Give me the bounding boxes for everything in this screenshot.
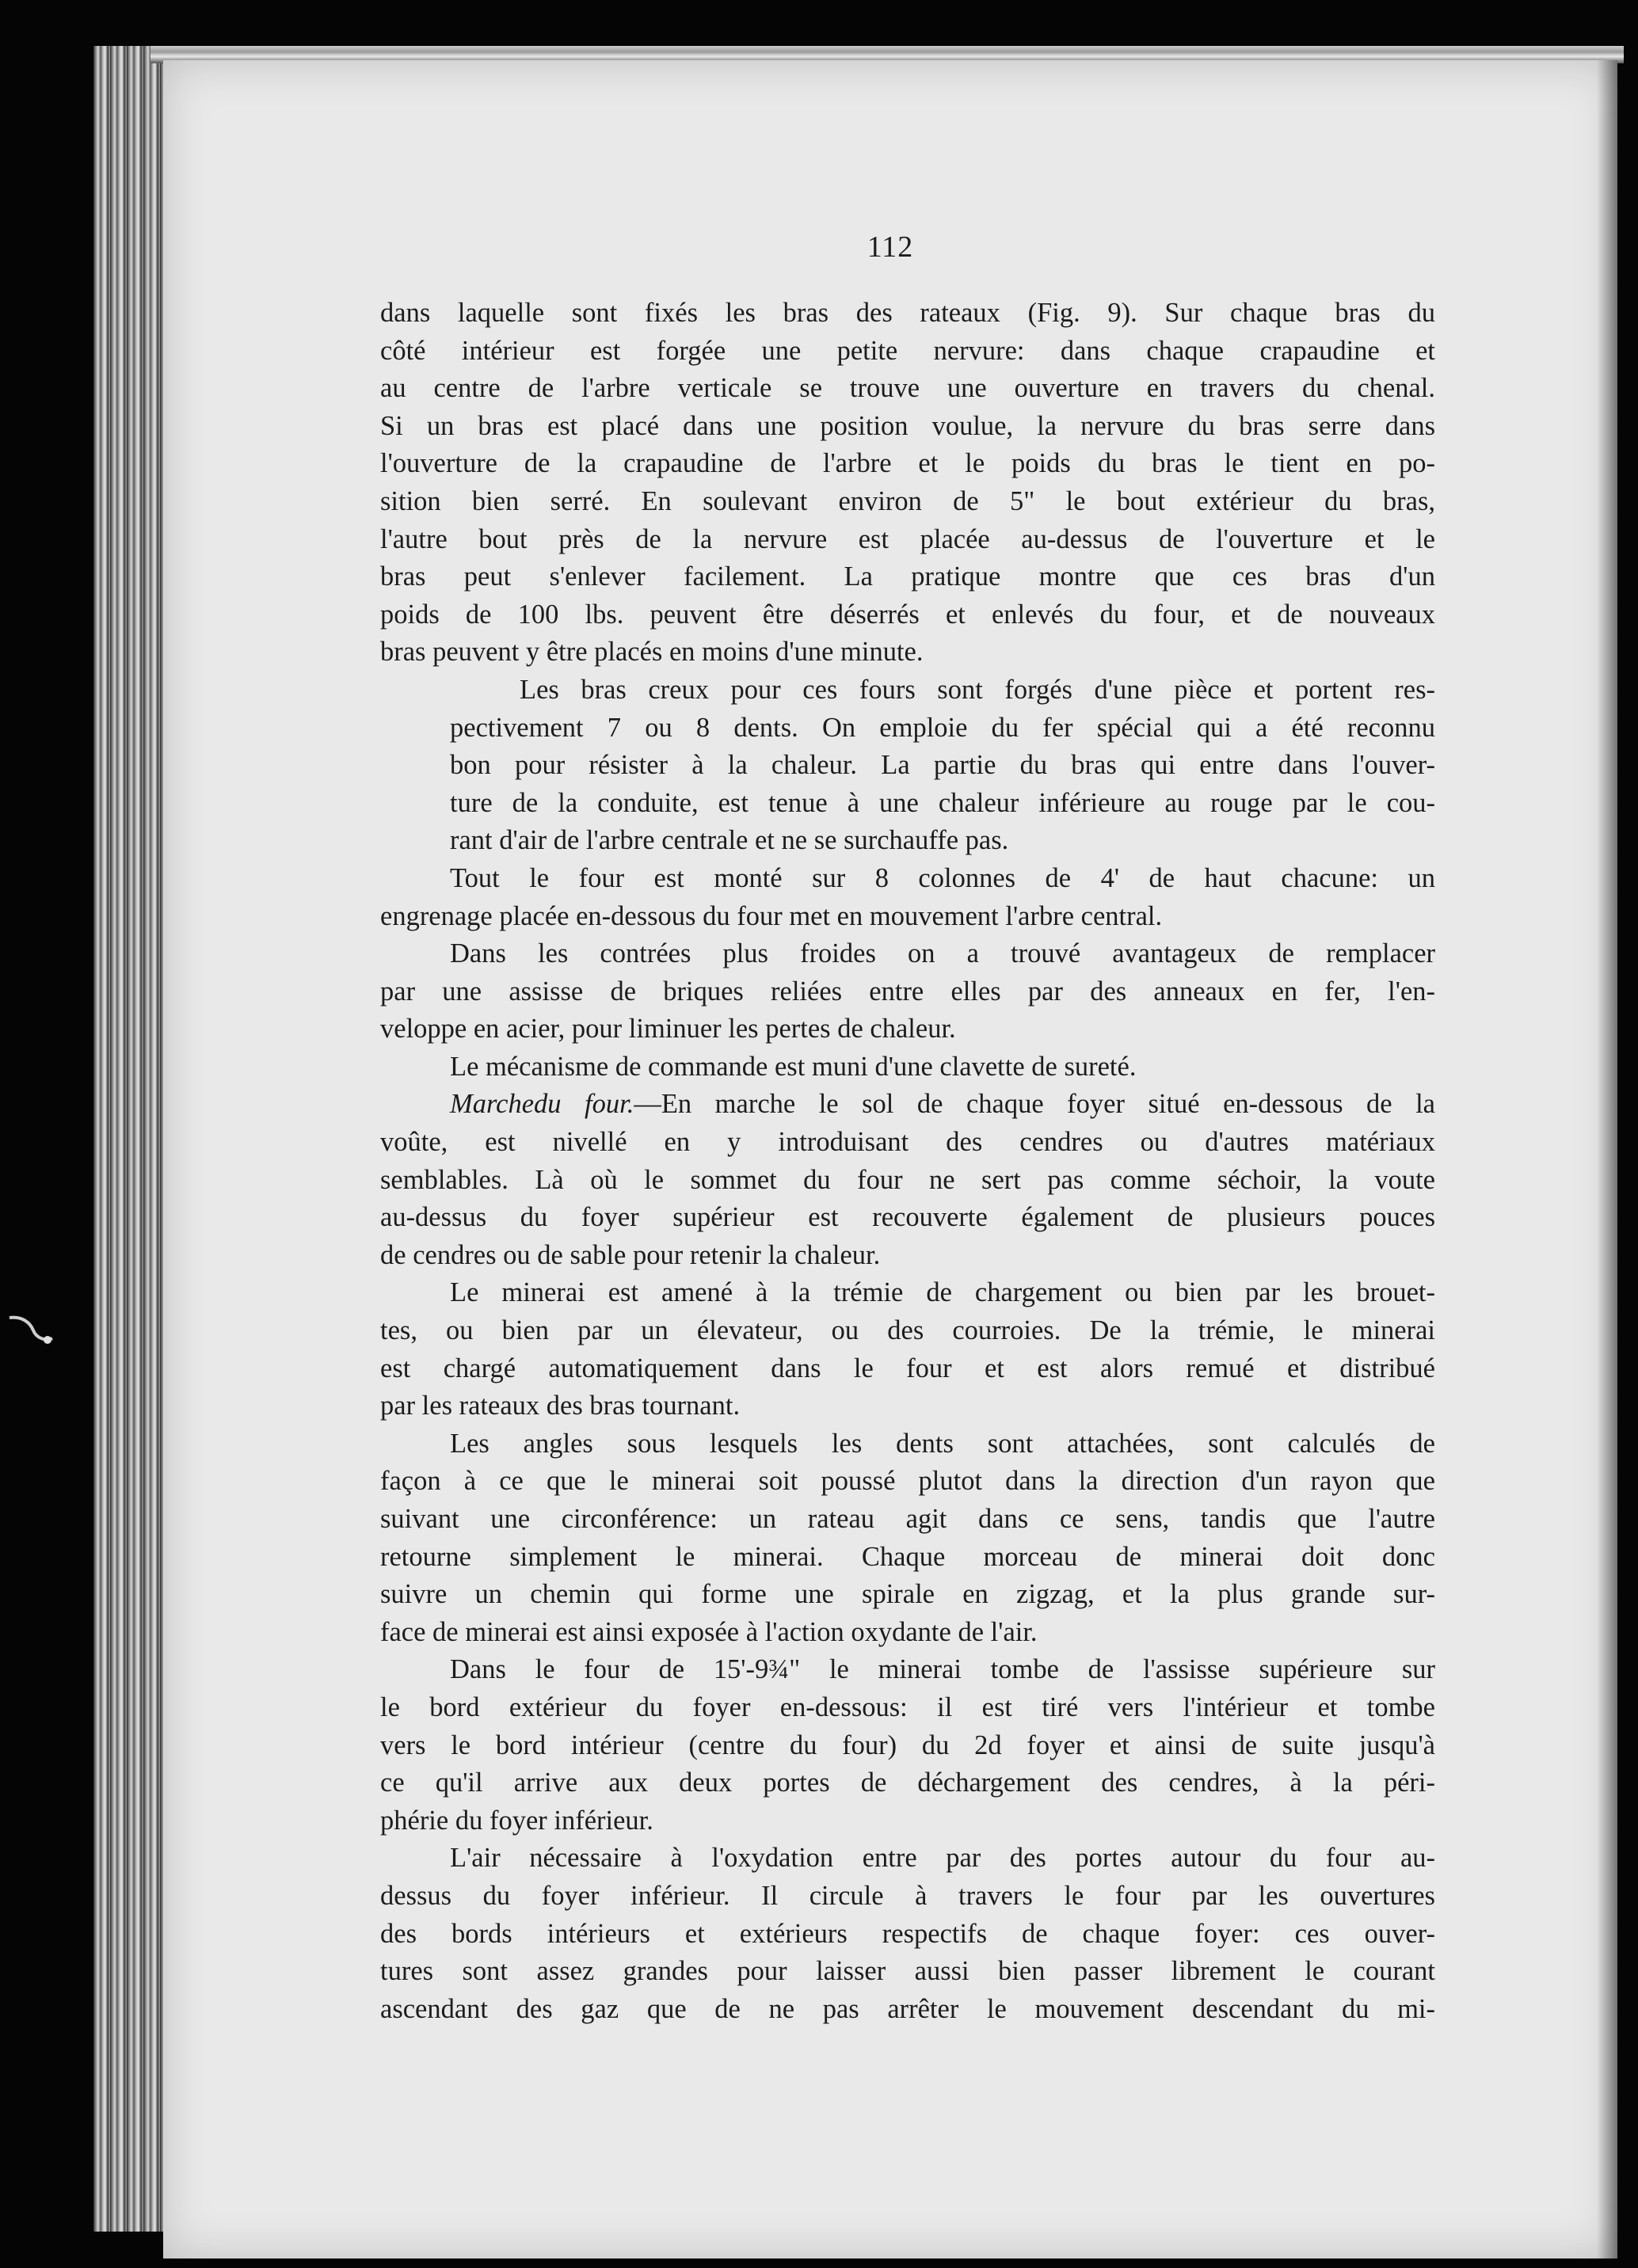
text-line: pectivement 7 ou 8 dents. On emploie du fer spécial qui a été reconnu <box>450 712 1435 743</box>
text-line: l'autre bout près de la nervure est placée au-dessus de l'ouverture et le <box>380 523 1435 554</box>
text-line: au-dessus du foyer supérieur est recouverte également de plusieurs pouces <box>380 1202 1435 1233</box>
text-line: vers le bord intérieur (centre du four) du 2d foyer et ainsi de suite jusqu'à <box>380 1730 1435 1760</box>
text-line <box>380 1086 1435 1124</box>
text-line: dans laquelle sont fixés les bras des rateaux (Fig. 9). Sur chaque bras du <box>380 298 1435 328</box>
text-line: Le mécanisme de commande est muni d'une clavette de sureté. <box>450 1051 1137 1082</box>
margin-mark <box>6 1315 54 1349</box>
paragraph-5 <box>380 1048 1435 1086</box>
text-line: par une assisse de briques reliées entre elles par des anneaux en fer, l'en- <box>380 976 1435 1007</box>
text-line: Tout le four est monté sur 8 colonnes de 4' de haut chacune: un <box>450 862 1435 893</box>
text-fragment: —En marche le sol de chaque foyer situé en-dessous de la <box>634 1089 1435 1120</box>
document-page <box>163 60 1617 2258</box>
paragraph-8 <box>380 1425 1435 1652</box>
page-number: 112 <box>867 230 914 264</box>
text-line: sition bien serré. En soulevant environ de 5" le bout extérieur du bras, <box>380 485 1435 516</box>
text-line: engrenage placée en-dessous du four met en mouvement l'arbre central. <box>380 900 1163 931</box>
text-line: retourne simplement le minerai. Chaque morceau de minerai doit donc <box>380 1541 1435 1572</box>
paragraph-2 <box>380 672 1435 860</box>
text-line: au centre de l'arbre verticale se trouve une ouverture en travers du chenal. <box>380 373 1435 404</box>
text-line: rant d'air de l'arbre centrale et ne se surchauffe pas. <box>450 825 1009 856</box>
text-line: façon à ce que le minerai soit poussé plutot dans la direction d'un rayon que <box>380 1466 1435 1497</box>
text-line: l'ouverture de la crapaudine de l'arbre et le poids du bras le tient en po- <box>380 448 1435 479</box>
text-line: bon pour résister à la chaleur. La partie du bras qui entre dans l'ouver- <box>450 750 1435 781</box>
text-line: ture de la conduite, est tenue à une chaleur inférieure au rouge par le cou- <box>450 787 1435 818</box>
text-line: poids de 100 lbs. peuvent être déserrés et enlevés du four, et de nouveaux <box>380 599 1435 630</box>
book-edge-left <box>93 46 166 2232</box>
paragraph-7 <box>380 1274 1435 1425</box>
text-line: dessus du foyer inférieur. Il circule à travers le four par les ouvertures <box>380 1880 1435 1911</box>
text-line: L'air nécessaire à l'oxydation entre par des portes autour du four au- <box>450 1843 1435 1874</box>
text-line: suivant une circonférence: un rateau agit dans ce sens, tandis que l'autre <box>380 1504 1435 1534</box>
paragraph-1 <box>380 295 1435 672</box>
text-line: des bords intérieurs et extérieurs respectifs de chaque foyer: ces ouver- <box>380 1918 1435 1949</box>
text-line: Les bras creux pour ces fours sont forgés d'une pièce et portent res- <box>520 674 1435 705</box>
paragraph-4 <box>380 935 1435 1048</box>
text-line: phérie du foyer inférieur. <box>380 1805 653 1836</box>
paragraph-6 <box>380 1086 1435 1274</box>
paragraph-3 <box>380 860 1435 935</box>
text-line: tures sont assez grandes pour laisser aussi bien passer librement le courant <box>380 1956 1435 1987</box>
text-line: le bord extérieur du foyer en-dessous: il est tiré vers l'intérieur et tombe <box>380 1691 1435 1722</box>
text-line: bras peut s'enlever facilement. La pratique montre que ces bras d'un <box>380 561 1435 592</box>
text-line: suivre un chemin qui forme une spirale en zigzag, et la plus grande sur- <box>380 1579 1435 1610</box>
text-line: tes, ou bien par un élevateur, ou des courroies. De la trémie, le minerai <box>380 1315 1435 1346</box>
text-line: Le minerai est amené à la trémie de chargement ou bien par les brouet- <box>450 1277 1435 1308</box>
paragraph-10 <box>380 1840 1435 2028</box>
text-line: Les angles sous lesquels les dents sont attachées, sont calculés de <box>450 1428 1435 1459</box>
text-line: ascendant des gaz que de ne pas arrêter le mouvement descendant du mi- <box>380 1993 1435 2024</box>
text-line: voûte, est nivellé en y introduisant des cendres ou d'autres matériaux <box>380 1127 1435 1158</box>
section-heading: Marchedu four. <box>450 1089 634 1120</box>
text-line: de cendres ou de sable pour retenir la chaleur. <box>380 1239 881 1270</box>
body-text <box>380 295 1435 2028</box>
text-line: face de minerai est ainsi exposée à l'action oxydante de l'air. <box>380 1616 1038 1647</box>
text-line: côté intérieur est forgée une petite nervure: dans chaque crapaudine et <box>380 335 1435 366</box>
text-line: bras peuvent y être placés en moins d'une minute. <box>380 637 924 668</box>
paragraph-9 <box>380 1651 1435 1840</box>
text-line: par les rateaux des bras tournant. <box>380 1391 741 1421</box>
text-line: ce qu'il arrive aux deux portes de déchargement des cendres, à la péri- <box>380 1768 1435 1798</box>
text-line: veloppe en acier, pour liminuer les pertes de chaleur. <box>380 1014 956 1045</box>
text-line: Si un bras est placé dans une position voulue, la nervure du bras serre dans <box>380 410 1435 441</box>
text-line: Dans le four de 15'-9¾" le minerai tombe de l'assisse supérieure sur <box>450 1654 1435 1685</box>
text-line: est chargé automatiquement dans le four et est alors remué et distribué <box>380 1353 1435 1383</box>
page-shadow <box>1597 60 1617 2258</box>
text-line: semblables. Là où le sommet du four ne sert pas comme séchoir, la voute <box>380 1164 1435 1195</box>
text-line: Dans les contrées plus froides on a trouvé avantageux de remplacer <box>450 938 1435 969</box>
